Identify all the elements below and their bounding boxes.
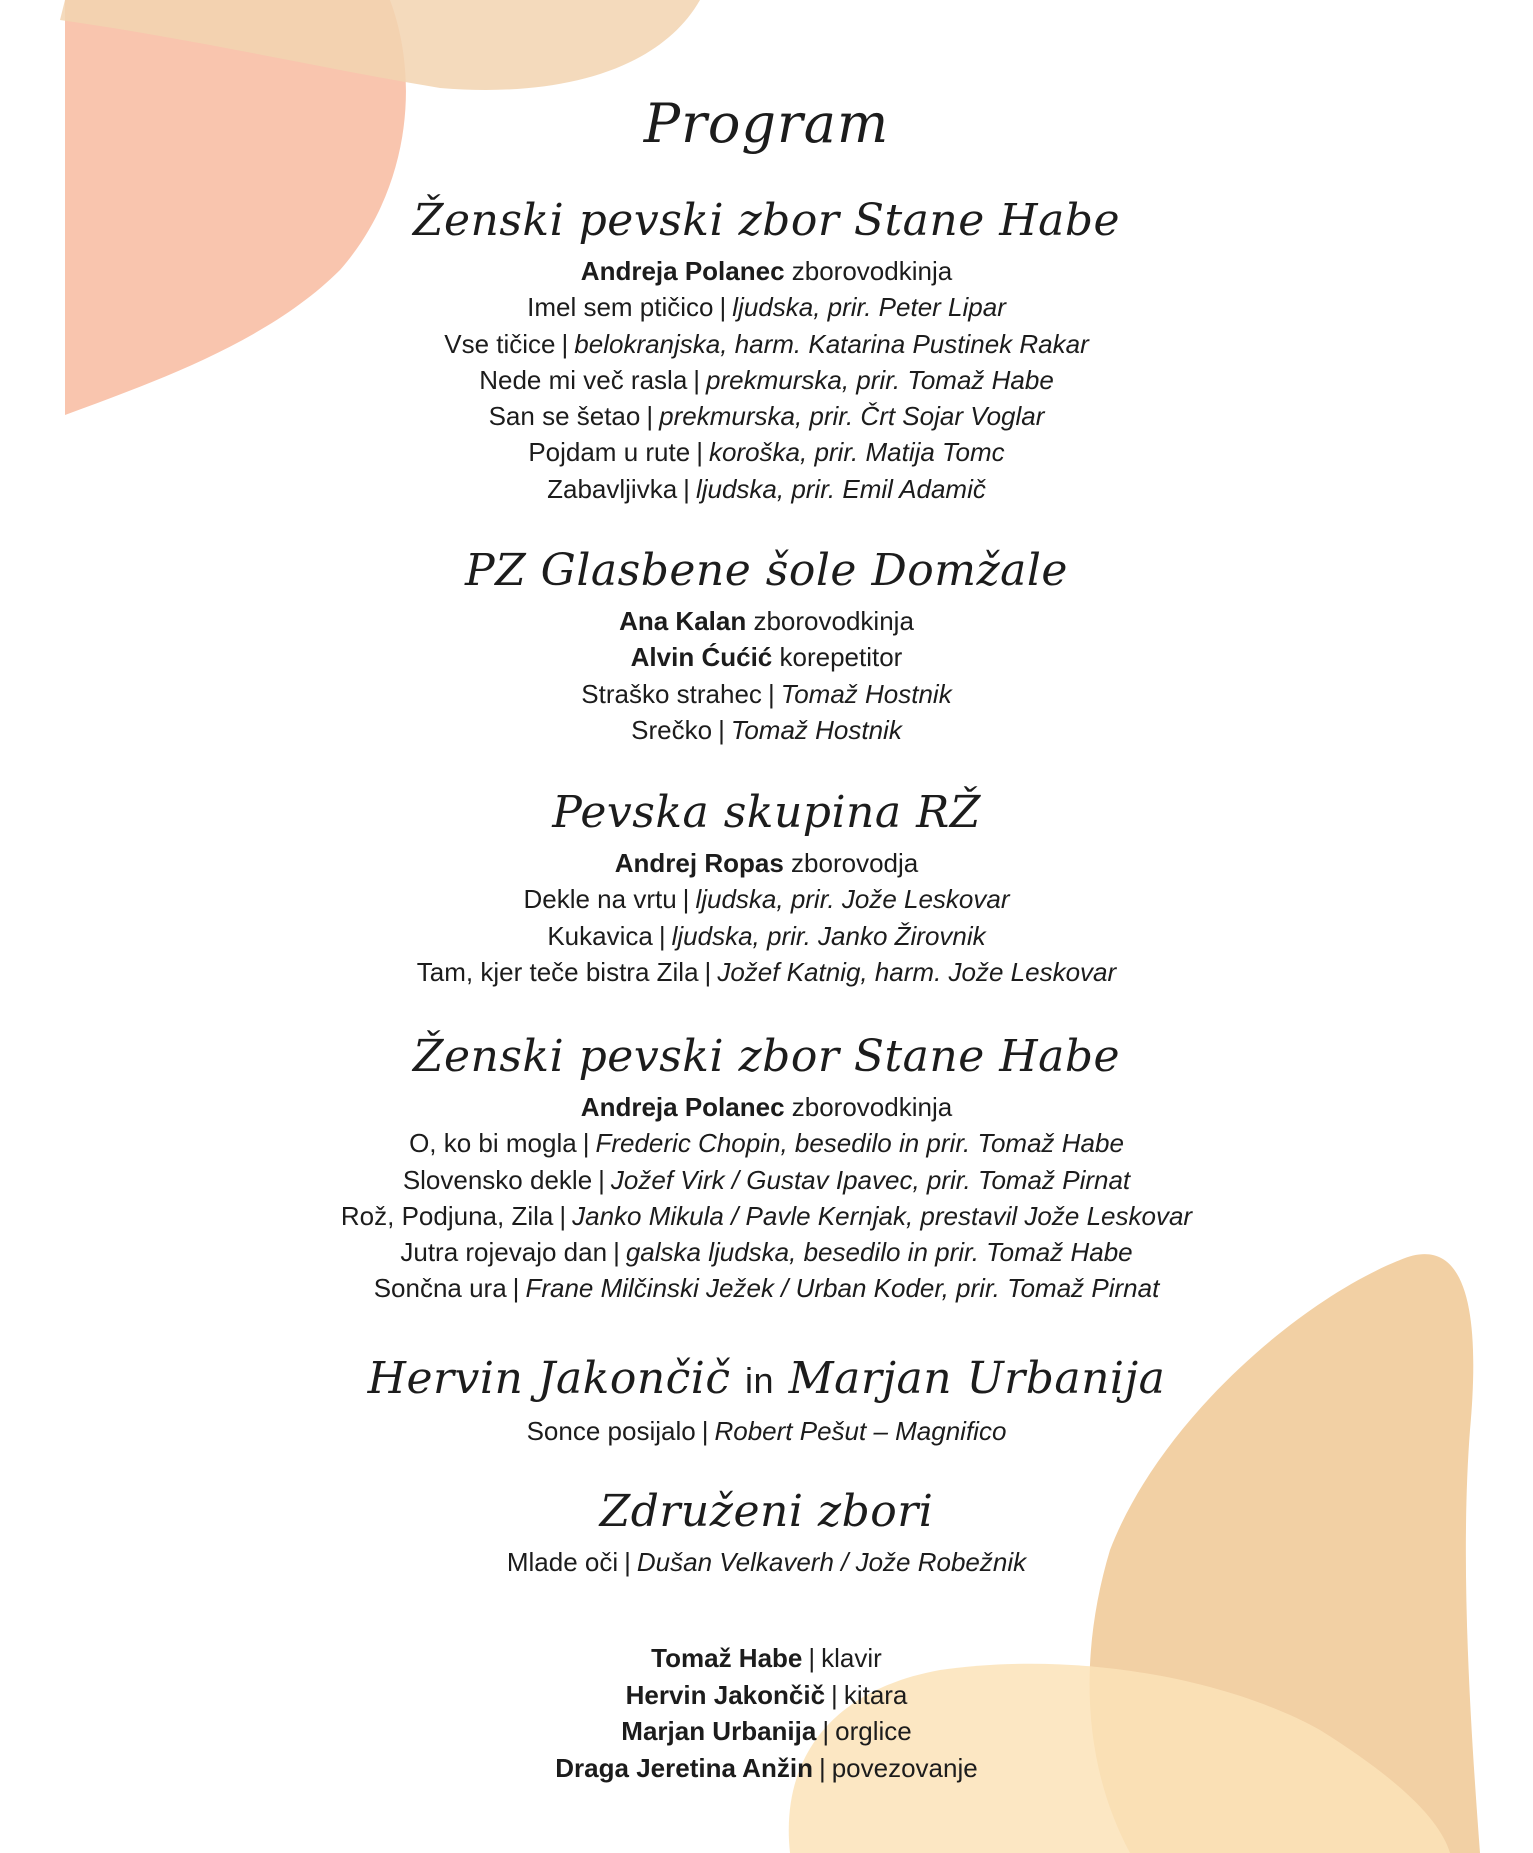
song-credit: prekmurska, prir. Tomaž Habe	[706, 364, 1054, 395]
accompanist-line	[0, 639, 1533, 675]
song-line	[0, 1413, 1533, 1449]
person-name: Tomaž Habe	[651, 1643, 803, 1673]
section-zdruzeni-zbori	[0, 1486, 1533, 1580]
person-name: Andrej Ropas	[614, 848, 784, 878]
song-line	[0, 1162, 1533, 1198]
performers-credits	[0, 1640, 1533, 1786]
separator: |	[818, 1752, 826, 1783]
song-line	[0, 362, 1533, 398]
song-line	[0, 676, 1533, 712]
song-title: Tam, kjer teče bistra Zila	[416, 956, 699, 987]
separator: |	[719, 292, 727, 323]
section-zenski-zbor-2	[0, 1031, 1533, 1307]
song-line	[0, 712, 1533, 748]
song-credit: Tomaž Hostnik	[780, 678, 952, 709]
song-line	[0, 918, 1533, 954]
separator: |	[704, 956, 712, 987]
person-role: korepetitor	[779, 642, 903, 673]
song-title: Vse tičice	[444, 328, 556, 359]
section-heading: Ženski pevski zbor Stane Habe	[412, 1031, 1121, 1082]
song-title: Sončna ura	[373, 1273, 507, 1304]
song-line	[0, 289, 1533, 325]
section-heading: Pevska skupina RŽ	[552, 787, 981, 838]
person-name: Hervin Jakončič	[625, 1679, 826, 1710]
song-credit: ljudska, prir. Peter Lipar	[732, 292, 1006, 323]
section-pevska-skupina-rz	[0, 787, 1533, 990]
song-title: Mlade oči	[506, 1547, 619, 1577]
song-title: O, ko bi mogla	[409, 1128, 577, 1159]
song-title: Kukavica	[547, 920, 653, 951]
separator: |	[767, 678, 775, 709]
separator: |	[693, 364, 701, 395]
performer-line	[0, 1750, 1533, 1787]
song-title: Dekle na vrtu	[523, 884, 677, 915]
song-title: Jutra rojevajo dan	[400, 1237, 608, 1268]
song-title: Straško strahec	[581, 678, 762, 709]
song-line	[0, 1270, 1533, 1306]
separator: |	[561, 328, 569, 359]
song-title: Sonce posijalo	[526, 1416, 696, 1446]
section-duo	[0, 1353, 1533, 1449]
song-credit: ljudska, prir. Emil Adamič	[695, 473, 986, 504]
person-role: kitara	[843, 1679, 908, 1710]
performer-name: Hervin Jakončič	[367, 1353, 731, 1404]
heading-joiner: in	[745, 1360, 775, 1401]
section-heading: PZ Glasbene šole Domžale	[465, 545, 1068, 596]
section-pz-glasbene-sole	[0, 545, 1533, 748]
song-title: Zabavljivka	[547, 473, 678, 504]
person-name: Alvin Ćućić	[630, 642, 773, 673]
song-line	[0, 954, 1533, 990]
song-credit: ljudska, prir. Jože Leskovar	[695, 884, 1010, 915]
song-line	[0, 326, 1533, 362]
song-credit: Jožef Virk / Gustav Ipavec, prir. Tomaž Pirnat	[610, 1164, 1131, 1195]
separator: |	[512, 1273, 520, 1304]
conductor-line	[0, 845, 1533, 881]
song-credit: Robert Pešut – Magnifico	[714, 1416, 1007, 1446]
section-heading: Ženski pevski zbor Stane Habe	[412, 195, 1121, 246]
song-credit: galska ljudska, besedilo in prir. Tomaž Habe	[625, 1237, 1133, 1268]
separator: |	[646, 401, 654, 432]
person-name: Andreja Polanec	[580, 256, 785, 286]
song-credit: Janko Mikula / Pavle Kernjak, prestavil Jože Leskovar	[572, 1200, 1193, 1231]
conductor-line	[0, 1089, 1533, 1125]
conductor-line	[0, 253, 1533, 289]
person-name: Draga Jeretina Anžin	[555, 1752, 813, 1783]
song-credit: Frederic Chopin, besedilo in prir. Tomaž Habe	[595, 1128, 1124, 1159]
section-heading: Združeni zbori	[599, 1486, 934, 1537]
separator: |	[582, 1128, 590, 1159]
song-line	[0, 471, 1533, 507]
person-role: zborovodkinja	[753, 606, 914, 636]
separator: |	[559, 1200, 567, 1231]
separator: |	[808, 1643, 816, 1673]
song-title: San se šetao	[488, 401, 641, 432]
page-title: Program	[643, 92, 890, 155]
song-credit: prekmurska, prir. Črt Sojar Voglar	[659, 401, 1045, 432]
song-line	[0, 434, 1533, 470]
song-credit: koroška, prir. Matija Tomc	[708, 437, 1005, 468]
song-line	[0, 398, 1533, 434]
separator: |	[682, 884, 690, 915]
song-title: Nede mi več rasla	[479, 364, 688, 395]
separator: |	[624, 1547, 631, 1577]
song-title: Slovensko dekle	[402, 1164, 593, 1195]
song-title: Rož, Podjuna, Zila	[340, 1200, 554, 1231]
section-zenski-zbor-1	[0, 195, 1533, 507]
performer-line	[0, 1677, 1533, 1714]
separator: |	[701, 1416, 709, 1446]
song-credit: ljudska, prir. Janko Žirovnik	[671, 920, 986, 951]
song-credit: Tomaž Hostnik	[730, 714, 902, 745]
person-name: Ana Kalan	[619, 606, 747, 636]
separator: |	[822, 1716, 830, 1746]
person-name: Andreja Polanec	[580, 1092, 785, 1122]
song-line	[0, 1544, 1533, 1580]
separator: |	[696, 437, 703, 468]
song-credit: Jožef Katnig, harm. Jože Leskovar	[717, 956, 1117, 987]
separator: |	[598, 1164, 605, 1195]
song-line	[0, 1234, 1533, 1270]
song-credit: belokranjska, harm. Katarina Pustinek Rakar	[574, 328, 1089, 359]
song-credit: Frane Milčinski Ježek / Urban Koder, prir. Tomaž Pirnat	[525, 1273, 1160, 1304]
separator: |	[831, 1679, 838, 1710]
separator: |	[658, 920, 666, 951]
separator: |	[718, 714, 725, 745]
song-line	[0, 1125, 1533, 1161]
person-role: zborovodkinja	[791, 1092, 953, 1122]
person-role: zborovodkinja	[791, 256, 953, 286]
conductor-line	[0, 603, 1533, 639]
song-line	[0, 881, 1533, 917]
separator: |	[613, 1237, 620, 1268]
performer-line	[0, 1713, 1533, 1750]
person-role: orglice	[835, 1716, 912, 1746]
performer-line	[0, 1640, 1533, 1677]
person-name: Marjan Urbanija	[621, 1716, 817, 1746]
song-line	[0, 1198, 1533, 1234]
person-role: zborovodja	[791, 848, 919, 878]
person-role: povezovanje	[831, 1752, 978, 1783]
section-heading	[0, 1353, 1533, 1407]
song-title: Srečko	[631, 714, 713, 745]
song-title: Imel sem ptičico	[527, 292, 714, 323]
performer-name: Marjan Urbanija	[788, 1353, 1166, 1404]
person-role: klavir	[821, 1643, 882, 1673]
song-title: Pojdam u rute	[528, 437, 691, 468]
song-credit: Dušan Velkaverh / Jože Robežnik	[636, 1547, 1027, 1577]
separator: |	[683, 473, 690, 504]
